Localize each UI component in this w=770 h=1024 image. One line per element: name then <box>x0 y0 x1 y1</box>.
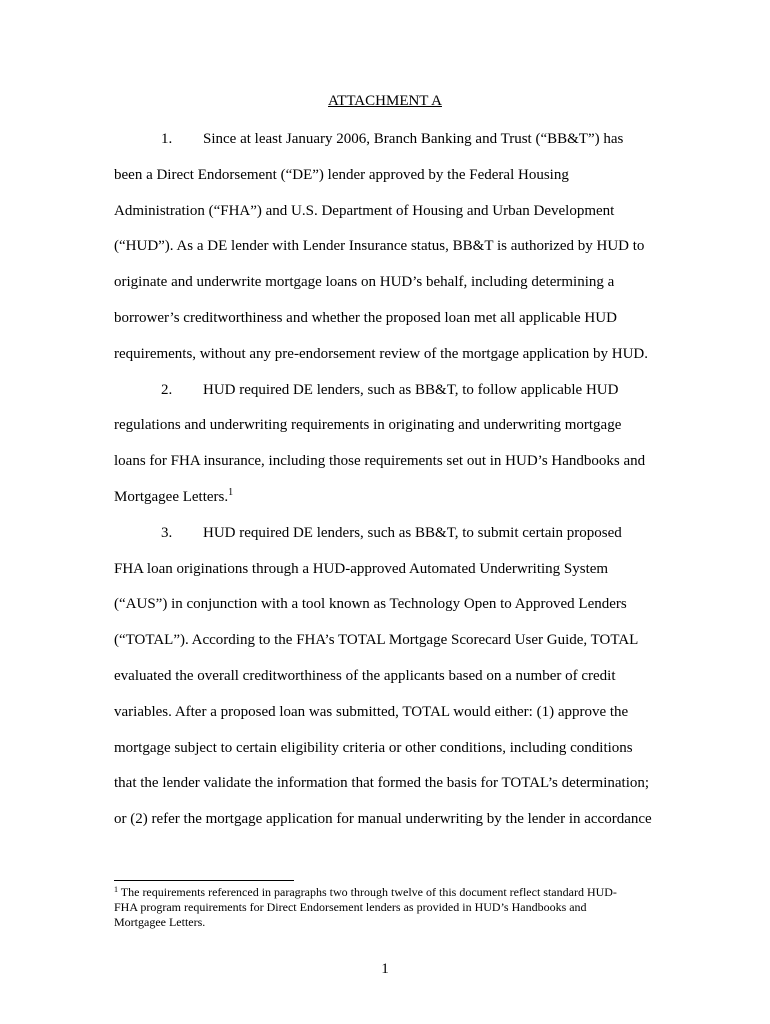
paragraph-line: requirements, without any pre-endorsement review of the mortgage application by HUD. <box>114 345 649 362</box>
paragraph-line: borrower’s creditworthiness and whether the proposed loan met all applicable HUD <box>114 309 617 326</box>
paragraph-line: originate and underwrite mortgage loans on HUD’s behalf, including determining a <box>114 274 615 291</box>
paragraph-line: 3. HUD required DE lenders, such as BB&T, to submit certain proposed <box>114 516 659 552</box>
footnote-marker: 1 <box>114 885 118 894</box>
document-title: ATTACHMENT A <box>328 93 442 109</box>
paragraph-line: (“HUD”). As a DE lender with Lender Insurance status, BB&T is authorized by HUD to <box>114 238 645 255</box>
paragraph-line: (“AUS”) in conjunction with a tool known as Technology Open to Approved Lenders <box>114 596 627 613</box>
paragraph-line: been a Direct Endorsement (“DE”) lender approved by the Federal Housing <box>114 166 569 183</box>
footnote-divider <box>114 880 294 881</box>
page-number: 1 <box>381 961 389 977</box>
paragraph-line: that the lender validate the information that formed the basis for TOTAL’s determination; <box>114 775 650 792</box>
paragraph-line: Administration (“FHA”) and U.S. Department of Housing and Urban Development <box>114 202 615 219</box>
footnote-line: $^1$ The requirements referenced in paragraphs two through twelve of this document reflect standard HUD- <box>114 885 617 899</box>
paragraph-1 <box>114 122 659 373</box>
footnote-line: FHA program requirements for Direct Endorsement lenders as provided in HUD’s Handbooks and <box>114 900 587 914</box>
paragraph-line: (“TOTAL”). According to the FHA’s TOTAL Mortgage Scorecard User Guide, TOTAL <box>114 632 639 649</box>
paragraph-line: regulations and underwriting requirements in originating and underwriting mortgage <box>114 417 622 434</box>
paragraph-number: 2. <box>161 381 173 398</box>
footnote-reference[interactable]: 1 <box>228 486 234 498</box>
paragraph-line: 2. HUD required DE lenders, such as BB&T, to follow applicable HUD <box>114 373 659 409</box>
paragraph-line: variables. After a proposed loan was submitted, TOTAL would either: (1) approve the <box>114 703 629 720</box>
paragraph-line: loans for FHA insurance, including those requirements set out in HUD’s Handbooks and <box>114 453 646 470</box>
paragraph-line: 1. Since at least January 2006, Branch Banking and Trust (“BB&T”) has <box>114 122 659 158</box>
paragraph-line: Mortgagee Letters.$^1$ <box>114 486 234 505</box>
document-body <box>114 122 659 838</box>
paragraph-number: 3. <box>161 524 173 541</box>
paragraph-number: 1. <box>161 131 173 147</box>
footnote <box>114 885 659 930</box>
paragraph-line: or (2) refer the mortgage application for manual underwriting by the lender in accordance <box>114 811 652 828</box>
paragraph-2 <box>114 373 659 516</box>
paragraph-3 <box>114 516 659 838</box>
paragraph-line: evaluated the overall creditworthiness of the applicants based on a number of credit <box>114 667 616 684</box>
paragraph-line: FHA loan originations through a HUD-approved Automated Underwriting System <box>114 560 609 577</box>
footnote-line: Mortgagee Letters. <box>114 915 206 929</box>
paragraph-line: mortgage subject to certain eligibility criteria or other conditions, including conditions <box>114 739 633 756</box>
